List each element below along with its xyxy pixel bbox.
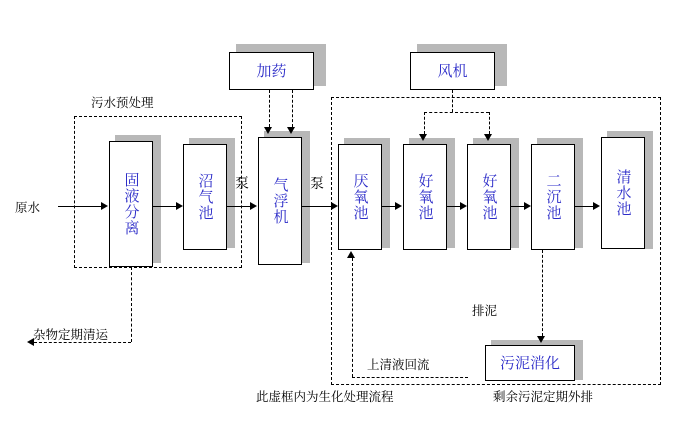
dosing-to-flotation-arrow-left	[264, 127, 272, 134]
supernatant-return-arrow	[347, 251, 355, 258]
pump-1-label: 泵	[235, 175, 249, 191]
excess-sludge-label: 剩余污泥定期外排	[493, 390, 594, 404]
arrow-sedimentation-to-cleanwater-head	[593, 202, 600, 210]
arrow-separation-to-biogas-head	[176, 202, 183, 210]
supernatant-return-label: 上清液回流	[367, 358, 430, 372]
aerobic-tank-2-box[interactable]: 好氧池	[467, 144, 511, 250]
dosing-box[interactable]: 加药	[229, 52, 314, 90]
separation-to-debris-line	[131, 267, 132, 342]
arrow-biogas-to-flotation-line	[227, 206, 251, 207]
secondary-sedimentation-box[interactable]: 二沉池	[531, 144, 575, 250]
blower-branch-horizontal	[424, 112, 489, 113]
raw-water-label: 原水	[15, 201, 41, 215]
sedimentation-to-digestion-arrow	[537, 336, 545, 343]
arrow-sedimentation-to-cleanwater-line	[575, 206, 594, 207]
debris-horizontal-line	[34, 342, 131, 343]
arrow-aerobic2-to-sedimentation-line	[511, 206, 525, 207]
blower-box[interactable]: 风机	[410, 52, 495, 90]
blower-to-aerobic2-arrow	[484, 134, 492, 141]
sludge-discharge-label: 排泥	[472, 304, 498, 318]
supernatant-return-vertical	[352, 258, 353, 377]
pump-2-label: 泵	[310, 175, 324, 191]
arrow-aerobic2-to-sedimentation-head	[524, 202, 531, 210]
sludge-digestion-box[interactable]: 污泥消化	[485, 345, 575, 381]
air-flotation-box[interactable]: 气浮机	[258, 137, 302, 265]
arrow-biogas-to-flotation-head	[250, 202, 257, 210]
sedimentation-to-digestion-line	[542, 250, 543, 336]
dosing-to-flotation-line-right	[292, 90, 293, 127]
blower-to-aerobic1-line	[424, 112, 425, 134]
blower-stem	[452, 90, 453, 112]
arrow-aerobic1-to-aerobic2-line	[447, 206, 461, 207]
arrow-rawwater-to-separation-head	[101, 202, 108, 210]
debris-arrow-head	[27, 338, 34, 346]
blower-to-aerobic1-arrow	[419, 134, 427, 141]
pretreatment-label: 污水预处理	[91, 96, 154, 110]
arrow-aerobic1-to-aerobic2-head	[460, 202, 467, 210]
arrow-anaerobic-to-aerobic1-line	[382, 206, 396, 207]
arrow-anaerobic-to-aerobic1-head	[395, 202, 402, 210]
arrow-separation-to-biogas-line	[153, 206, 177, 207]
dosing-to-flotation-line-left	[269, 90, 270, 127]
dosing-to-flotation-arrow-right	[287, 127, 295, 134]
debris-removal-label: 杂物定期清运	[33, 328, 109, 342]
arrow-flotation-to-anaerobic-head	[331, 202, 338, 210]
arrow-flotation-to-anaerobic-line	[302, 206, 332, 207]
solid-liquid-separation-box[interactable]: 固液分离	[109, 141, 153, 267]
biochemical-note-label: 此虚框内为生化处理流程	[256, 390, 394, 404]
anaerobic-tank-box[interactable]: 厌氧池	[338, 144, 382, 250]
supernatant-return-horizontal	[352, 377, 468, 378]
aerobic-tank-1-box[interactable]: 好氧池	[403, 144, 447, 250]
arrow-rawwater-to-separation-line	[58, 206, 102, 207]
clean-water-tank-box[interactable]: 清水池	[601, 137, 645, 249]
biogas-tank-box[interactable]: 沼气池	[183, 144, 227, 250]
blower-to-aerobic2-line	[489, 112, 490, 134]
